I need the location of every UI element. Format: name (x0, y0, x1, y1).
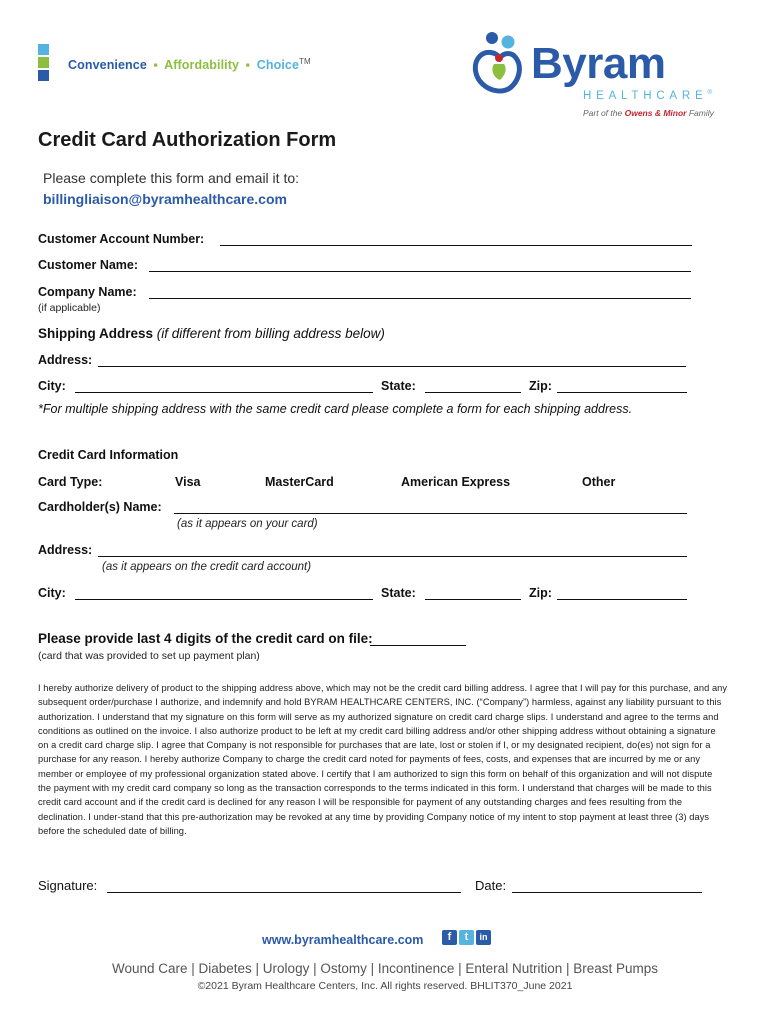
website-link[interactable]: www.byramhealthcare.com (262, 933, 424, 947)
facebook-icon[interactable]: f (442, 930, 457, 945)
logo-subtitle (583, 90, 712, 102)
cc-state-field[interactable] (425, 599, 521, 600)
cc-city-label: City: (38, 586, 66, 600)
shipping-state-field[interactable] (425, 392, 521, 393)
logo-part-of (583, 108, 714, 118)
shipping-zip-field[interactable] (557, 392, 687, 393)
cc-address-note: (as it appears on the credit card account) (102, 561, 312, 573)
shipping-title: Shipping Address (38, 326, 154, 341)
tagline (68, 57, 311, 72)
card-type-amex[interactable]: American Express (401, 475, 511, 489)
cc-state-label: State: (381, 586, 416, 600)
cc-address-field[interactable] (98, 556, 687, 557)
cardholder-field[interactable] (174, 513, 687, 514)
shipping-note: (if different from billing address below) (156, 326, 385, 341)
form-title: Credit Card Authorization Form (38, 129, 337, 151)
shipping-city-field[interactable] (75, 392, 373, 393)
card-type-visa[interactable]: Visa (175, 475, 201, 489)
card-type-mastercard[interactable]: MasterCard (265, 475, 334, 489)
tagline-convenience: Convenience (68, 58, 147, 73)
email-link[interactable]: billingliaison@byramhealthcare.com (43, 191, 287, 207)
cc-zip-field[interactable] (557, 599, 687, 600)
shipping-zip-label: Zip: (529, 379, 552, 393)
byram-logo-icon (470, 30, 528, 98)
shipping-address-field[interactable] (98, 366, 686, 367)
card-type-other[interactable]: Other (582, 475, 616, 489)
account-number-field[interactable] (220, 245, 692, 246)
part-of-suffix: Family (688, 108, 714, 118)
registered-mark: ® (707, 90, 712, 97)
logo-wordmark: Byram (531, 39, 666, 88)
tagline-separator: ▪ (153, 58, 159, 73)
cc-city-field[interactable] (75, 599, 373, 600)
logo-sub-text: HEALTHCARE (583, 90, 708, 102)
signature-label: Signature: (38, 878, 98, 893)
cc-address-label: Address: (38, 543, 93, 557)
cc-heading: Credit Card Information (38, 448, 179, 462)
date-field[interactable] (512, 892, 702, 893)
tagline-affordability: Affordability (164, 58, 240, 73)
shipping-state-label: State: (381, 379, 416, 393)
date-label: Date: (475, 878, 507, 893)
card-type-label: Card Type: (38, 475, 103, 489)
tagline-separator: ▪ (245, 58, 251, 73)
trademark: TM (299, 57, 311, 66)
tagline-squares-icon (38, 44, 62, 82)
account-number-label: Customer Account Number: (38, 232, 205, 246)
company-name-label: Company Name: (38, 285, 137, 299)
shipping-heading (38, 326, 385, 341)
linkedin-icon[interactable]: in (476, 930, 491, 945)
copyright: ©2021 Byram Healthcare Centers, Inc. All rights reserved. BHLIT370_June 2021 (197, 980, 573, 992)
form-intro: Please complete this form and email it to: (43, 170, 300, 186)
services-list: Wound Care | Diabetes | Urology | Ostomy | Incontinence | Enteral Nutrition | Breast Pumps (111, 961, 659, 976)
authorization-terms: I hereby authorize delivery of product to the shipping address above, which may not be the credit card billing address. I agree that I will pay for this purchase, and any subsequent order/purchase I authorize, and indemnify and hold BYRAM HEALTHCARE CENTERS, INC. (“Company”) harmless, against any liability pursuant to this authorization. I understand that my signature on this form will serve as my authorized signature on credit card charge slips. I understand and agree to the terms and conditions as outlined on the invoice. I also authorize product to be left at my credit card billing address and/or other shipping address without obtaining a signature on a credit card charge slip. I agree that Company is not responsible for purchases that are late, lost or stolen if I, or my designated recipient, do(es) not sign for a purchase for any reason. I hereby authorize Company to charge the credit card noted for payments of fees, costs, and expenses that are incurred by me or any member or employee of my professional organization stated above. I certify that I am authorized to sign this form on behalf of this organization and will not dispute the payment with my credit card company so long as the transaction corresponds to the terms indicated in this form. I understand that charges will be made to this credit card account and if the credit card is declined for any reason I will be responsible for payment of any outstanding charges and fees resulting from the declination. I under-stand that this pre-authorization may be revoked at any time by providing Company notice of my intent to stop payment at least three (3) days before the scheduled date of billing. (38, 683, 728, 836)
customer-name-label: Customer Name: (38, 258, 139, 272)
cc-zip-label: Zip: (529, 586, 552, 600)
last4-label: Please provide last 4 digits of the credit card on file: (38, 631, 373, 646)
last4-note: (card that was provided to set up payment plan) (38, 650, 260, 662)
part-of-prefix: Part of the (583, 108, 623, 118)
multiple-address-note: *For multiple shipping address with the same credit card please complete a form for each shipping address. (38, 402, 633, 416)
cardholder-label: Cardholder(s) Name: (38, 500, 162, 514)
company-note: (if applicable) (38, 302, 101, 314)
twitter-icon[interactable]: t (459, 930, 474, 945)
signature-field[interactable] (107, 892, 461, 893)
customer-name-field[interactable] (149, 271, 691, 272)
shipping-city-label: City: (38, 379, 66, 393)
tagline-choice: Choice (256, 58, 300, 73)
shipping-address-label: Address: (38, 353, 93, 367)
cardholder-note: (as it appears on your card) (177, 518, 318, 530)
company-name-field[interactable] (149, 298, 691, 299)
last4-field[interactable] (370, 645, 466, 646)
part-of-brand: Owens & Minor (624, 108, 687, 118)
